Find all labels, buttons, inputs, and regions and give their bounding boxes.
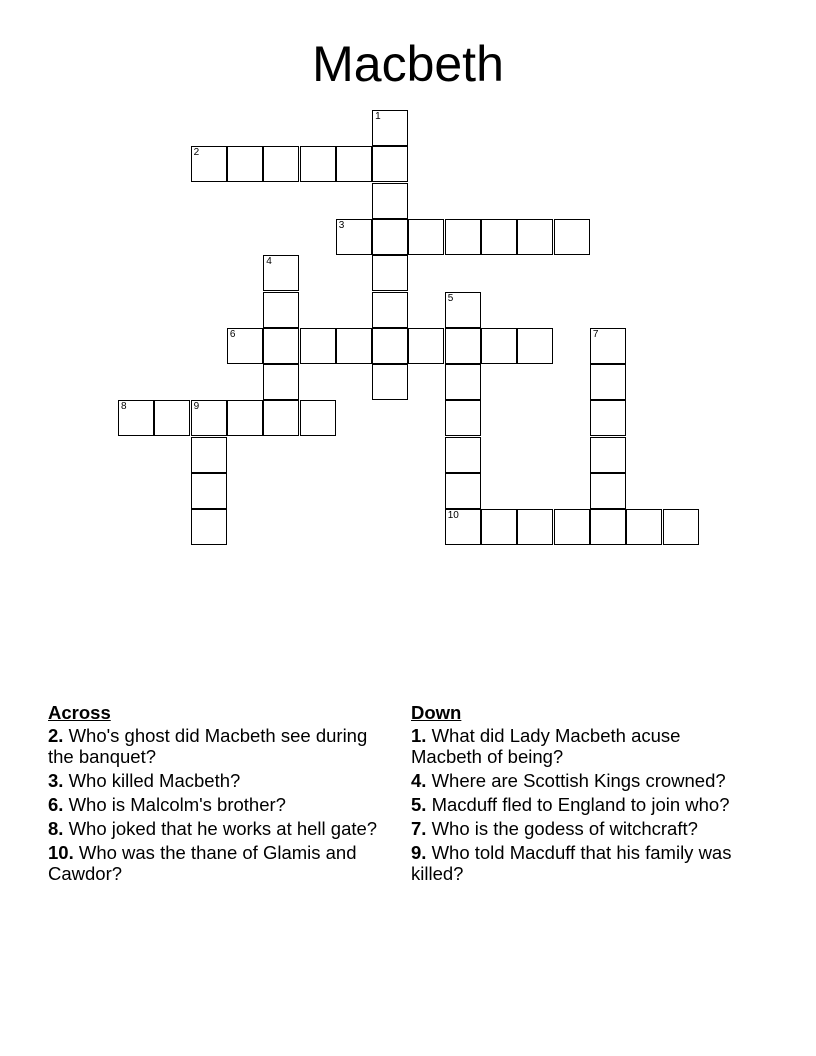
grid-cell[interactable] xyxy=(481,219,517,255)
cell-number: 6 xyxy=(229,328,236,340)
grid-cell[interactable] xyxy=(481,328,517,364)
grid-cell[interactable] xyxy=(372,364,408,400)
down-clue xyxy=(411,794,751,815)
grid-cell[interactable] xyxy=(663,509,699,545)
grid-cell[interactable] xyxy=(372,328,408,364)
grid-cell[interactable] xyxy=(227,328,263,364)
grid-cell[interactable] xyxy=(445,437,481,473)
grid-cell[interactable] xyxy=(517,328,553,364)
clue-number: 5. xyxy=(411,794,427,815)
grid-cell[interactable] xyxy=(554,219,590,255)
across-heading: Across xyxy=(48,702,111,723)
grid-cell[interactable] xyxy=(372,219,408,255)
clue-text: What did Lady Macbeth acuse Macbeth of being? xyxy=(411,725,681,767)
grid-cell[interactable] xyxy=(590,437,626,473)
grid-cell[interactable] xyxy=(372,183,408,219)
clue-text: Who killed Macbeth? xyxy=(68,770,241,791)
grid-cell[interactable] xyxy=(191,146,227,182)
grid-cell[interactable] xyxy=(191,473,227,509)
clue-text: Macduff fled to England to join who? xyxy=(431,794,730,815)
grid-cell[interactable] xyxy=(408,219,444,255)
across-clue xyxy=(48,770,388,791)
cell-number: 8 xyxy=(121,401,127,413)
clue-text: Who told Macduff that his family was killed? xyxy=(411,842,732,884)
clue-number: 3. xyxy=(48,770,64,791)
grid-cell[interactable] xyxy=(263,146,299,182)
grid-cell[interactable] xyxy=(191,509,227,545)
grid-cell[interactable] xyxy=(191,437,227,473)
grid-cell[interactable] xyxy=(590,328,626,364)
grid-cell[interactable] xyxy=(300,400,336,436)
clue-text: Who was the thane of Glamis and Cawdor? xyxy=(48,842,357,884)
cell-number: 3 xyxy=(338,219,345,231)
clue-number: 8. xyxy=(48,818,64,839)
down-heading: Down xyxy=(411,702,462,723)
across-clue xyxy=(48,818,388,839)
clue-number: 9. xyxy=(411,842,427,863)
grid-cell[interactable] xyxy=(590,509,626,545)
across-clue xyxy=(48,725,388,767)
grid-cell[interactable] xyxy=(554,509,590,545)
down-clues xyxy=(411,702,751,887)
down-clue xyxy=(411,725,751,767)
grid-cell[interactable] xyxy=(191,400,227,436)
clue-text: Who joked that he works at hell gate? xyxy=(68,818,378,839)
clue-number: 4. xyxy=(411,770,427,791)
clue-number: 6. xyxy=(48,794,64,815)
grid-cell[interactable] xyxy=(590,473,626,509)
grid-cell[interactable] xyxy=(590,400,626,436)
clue-text: Who is Malcolm's brother? xyxy=(68,794,286,815)
grid-cell[interactable] xyxy=(481,509,517,545)
grid-cell[interactable] xyxy=(227,400,263,436)
grid-cell[interactable] xyxy=(300,146,336,182)
grid-cell[interactable] xyxy=(517,219,553,255)
grid-cell[interactable] xyxy=(118,400,154,436)
cell-number: 7 xyxy=(592,328,599,340)
cell-number: 9 xyxy=(193,401,200,413)
clue-number: 7. xyxy=(411,818,427,839)
cell-number: 5 xyxy=(447,292,454,304)
grid-cell[interactable] xyxy=(590,364,626,400)
clue-text: Where are Scottish Kings crowned? xyxy=(431,770,726,791)
grid-cell[interactable] xyxy=(336,328,372,364)
clue-text: Who's ghost did Macbeth see during the banquet? xyxy=(48,725,368,767)
grid-cell[interactable] xyxy=(263,364,299,400)
grid-cell[interactable] xyxy=(517,509,553,545)
grid-cell[interactable] xyxy=(445,219,481,255)
down-clue xyxy=(411,770,751,791)
cell-number: 1 xyxy=(375,111,381,122)
puzzle-title: Macbeth xyxy=(312,36,504,92)
grid-cell[interactable] xyxy=(263,328,299,364)
grid-cell[interactable] xyxy=(263,255,299,291)
grid-cell[interactable] xyxy=(372,255,408,291)
across-clue xyxy=(48,842,388,884)
across-clue xyxy=(48,794,388,815)
down-clue xyxy=(411,818,751,839)
clue-number: 2. xyxy=(48,725,64,746)
clue-number: 1. xyxy=(411,725,427,746)
grid-cell[interactable] xyxy=(445,328,481,364)
grid-cell[interactable] xyxy=(445,364,481,400)
cell-number: 2 xyxy=(193,147,200,159)
grid-cell[interactable] xyxy=(372,110,408,146)
clue-number: 10. xyxy=(48,842,74,863)
cell-number: 4 xyxy=(266,256,272,268)
grid-cell[interactable] xyxy=(445,509,481,545)
grid-cell[interactable] xyxy=(263,292,299,328)
grid-cell[interactable] xyxy=(263,400,299,436)
cell-number: 10 xyxy=(447,510,459,522)
down-clue xyxy=(411,842,751,884)
grid-cell[interactable] xyxy=(154,400,190,436)
grid-cell[interactable] xyxy=(372,292,408,328)
grid-cell[interactable] xyxy=(300,328,336,364)
grid-cell[interactable] xyxy=(445,473,481,509)
grid-cell[interactable] xyxy=(445,292,481,328)
grid-cell[interactable] xyxy=(336,219,372,255)
grid-cell[interactable] xyxy=(626,509,662,545)
grid-cell[interactable] xyxy=(227,146,263,182)
grid-cell[interactable] xyxy=(372,146,408,182)
across-clues xyxy=(48,702,388,887)
grid-cell[interactable] xyxy=(445,400,481,436)
grid-cell[interactable] xyxy=(336,146,372,182)
grid-cell[interactable] xyxy=(408,328,444,364)
clue-text: Who is the godess of witchcraft? xyxy=(431,818,698,839)
